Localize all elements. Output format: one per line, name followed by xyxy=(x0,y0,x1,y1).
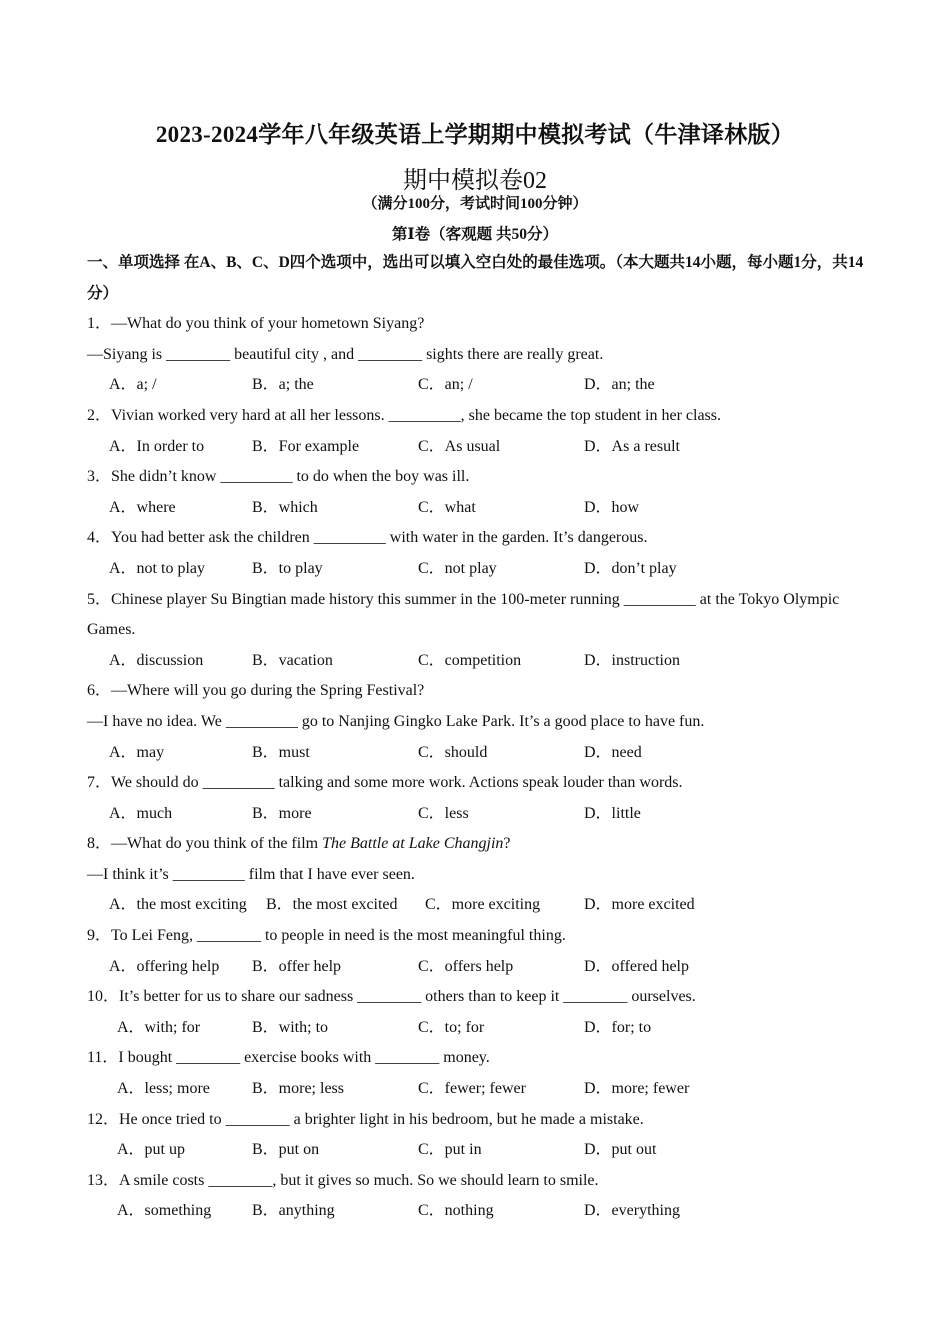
question-2 xyxy=(87,401,867,462)
question-text: 9．To Lei Feng, ________ to people in need is the most meaningful thing. xyxy=(87,927,566,945)
question-text: 6．—Where will you go during the Spring Festival? xyxy=(87,682,425,700)
option-a[interactable]: A．discussion xyxy=(109,651,204,669)
option-row xyxy=(87,432,867,463)
option-row xyxy=(87,799,867,830)
option-row xyxy=(87,1013,867,1044)
option-c[interactable]: C．should xyxy=(418,743,488,761)
question-text: —I think it’s _________ film that I have ever seen. xyxy=(87,865,415,883)
question-text-end: ? xyxy=(503,835,511,853)
question-text: 2．Vivian worked very hard at all her lessons. _________, she became the top student in her class. xyxy=(87,406,721,424)
question-text: 3．She didn’t know _________ to do when the boy was ill. xyxy=(87,468,470,486)
option-a[interactable]: A．offering help xyxy=(109,957,220,975)
option-c[interactable]: C．what xyxy=(418,498,476,516)
option-b[interactable]: B．a; the xyxy=(252,376,314,394)
option-d[interactable]: D．an; the xyxy=(584,376,655,394)
option-b[interactable]: B．more xyxy=(252,804,312,822)
option-d[interactable]: D．need xyxy=(584,743,642,761)
question-8 xyxy=(87,829,867,921)
question-7 xyxy=(87,768,867,829)
question-text: 5．Chinese player Su Bingtian made history this summer in the 100-meter running _________ at the Tokyo Olympic Games. xyxy=(87,590,840,639)
option-a[interactable]: A．not to play xyxy=(109,559,205,577)
question-text xyxy=(87,829,867,860)
question-1 xyxy=(87,309,867,401)
question-text: —I have no idea. We _________ go to Nanjing Gingko Lake Park. It’s a good place to have fun. xyxy=(87,712,705,730)
option-c[interactable]: C．fewer; fewer xyxy=(418,1080,526,1098)
option-b[interactable]: B．anything xyxy=(252,1202,335,1220)
question-12 xyxy=(87,1105,867,1166)
question-9 xyxy=(87,921,867,982)
option-a[interactable]: A．In order to xyxy=(109,437,205,455)
option-d[interactable]: D．how xyxy=(584,498,640,516)
question-3 xyxy=(87,462,867,523)
question-text: 1．—What do you think of your hometown Siyang? xyxy=(87,315,425,333)
option-d[interactable]: D．everything xyxy=(584,1202,680,1220)
option-b[interactable]: B．to play xyxy=(252,559,323,577)
option-d[interactable]: D．little xyxy=(584,804,641,822)
question-5 xyxy=(87,585,867,677)
option-b[interactable]: B．put on xyxy=(252,1141,320,1159)
option-c[interactable]: C．more exciting xyxy=(425,896,541,914)
option-row xyxy=(87,1074,867,1105)
option-a[interactable]: A．a; / xyxy=(109,376,157,394)
option-d[interactable]: D．more; fewer xyxy=(584,1080,690,1098)
option-d[interactable]: D．offered help xyxy=(584,957,690,975)
option-a[interactable]: A．may xyxy=(109,743,165,761)
film-title: The Battle at Lake Changjin xyxy=(322,835,504,853)
option-a[interactable]: A．less; more xyxy=(117,1080,210,1098)
exam-title: 2023-2024学年八年级英语上学期期中模拟考试（牛津译林版） xyxy=(155,122,795,147)
option-row xyxy=(87,493,867,524)
question-text-start: 8．—What do you think of the film xyxy=(87,835,323,853)
question-text: 13．A smile costs ________, but it gives so much. So we should learn to smile. xyxy=(87,1171,599,1189)
option-b[interactable]: B．which xyxy=(252,498,318,516)
question-text: —Siyang is ________ beautiful city , and ________ sights there are really great. xyxy=(87,345,604,363)
question-13 xyxy=(87,1166,867,1227)
option-a[interactable]: A．the most exciting xyxy=(109,896,247,914)
section-title: 一、单项选择 在A、B、C、D四个选项中，选出可以填入空白处的最佳选项。（本大题共14小题，每小题1分，共14分） xyxy=(87,254,864,302)
option-c[interactable]: C．competition xyxy=(418,651,522,669)
option-d[interactable]: D．instruction xyxy=(584,651,680,669)
question-11 xyxy=(87,1043,867,1104)
option-b[interactable]: B．must xyxy=(252,743,310,761)
option-row xyxy=(87,1135,867,1166)
option-c[interactable]: C．offers help xyxy=(418,957,514,975)
question-text: 12．He once tried to ________ a brighter light in his bedroom, but he made a mistake. xyxy=(87,1110,644,1128)
question-4 xyxy=(87,523,867,584)
option-a[interactable]: A．much xyxy=(109,804,173,822)
option-d[interactable]: D．don’t play xyxy=(584,559,677,577)
option-d[interactable]: D．more excited xyxy=(584,896,695,914)
option-c[interactable]: C．not play xyxy=(418,559,497,577)
option-c[interactable]: C．less xyxy=(418,804,469,822)
option-d[interactable]: D．for; to xyxy=(584,1018,652,1036)
option-c[interactable]: C．put in xyxy=(418,1141,482,1159)
option-d[interactable]: D．As a result xyxy=(584,437,680,455)
option-b[interactable]: B．with; to xyxy=(252,1018,329,1036)
exam-meta: （满分100分，考试时间100分钟） xyxy=(362,196,588,212)
option-c[interactable]: C．nothing xyxy=(418,1202,494,1220)
option-row xyxy=(87,952,867,983)
option-b[interactable]: B．more; less xyxy=(252,1080,344,1098)
question-text: 4．You had better ask the children _________ with water in the garden. It’s dangerous. xyxy=(87,529,648,547)
option-row xyxy=(87,646,867,677)
option-row xyxy=(87,738,867,769)
question-6 xyxy=(87,676,867,768)
option-a[interactable]: A．with; for xyxy=(117,1018,201,1036)
option-b[interactable]: B．offer help xyxy=(252,957,342,975)
question-10 xyxy=(87,982,867,1043)
option-b[interactable]: B．For example xyxy=(252,437,360,455)
option-c[interactable]: C．an; / xyxy=(418,376,473,394)
question-text: 10．It’s better for us to share our sadness ________ others than to keep it ________ ourselves. xyxy=(87,988,696,1006)
question-text: 7．We should do _________ talking and some more work. Actions speak louder than words. xyxy=(87,774,683,792)
exam-subtitle: 期中模拟卷02 xyxy=(403,168,547,194)
option-row xyxy=(87,554,867,585)
option-c[interactable]: C．As usual xyxy=(418,437,501,455)
option-row xyxy=(87,370,867,401)
option-a[interactable]: A．something xyxy=(117,1202,212,1220)
question-text: 11．I bought ________ exercise books with ________ money. xyxy=(87,1049,490,1067)
option-d[interactable]: D．put out xyxy=(584,1141,657,1159)
exam-content xyxy=(87,248,867,1227)
option-b[interactable]: B．vacation xyxy=(252,651,333,669)
option-b[interactable]: B．the most excited xyxy=(266,896,398,914)
option-c[interactable]: C．to; for xyxy=(418,1018,485,1036)
option-row xyxy=(87,890,867,921)
option-a[interactable]: A．put up xyxy=(117,1141,186,1159)
option-a[interactable]: A．where xyxy=(109,498,176,516)
part-heading: 第Ⅰ卷（客观题 共50分） xyxy=(391,226,559,243)
option-row xyxy=(87,1196,867,1227)
